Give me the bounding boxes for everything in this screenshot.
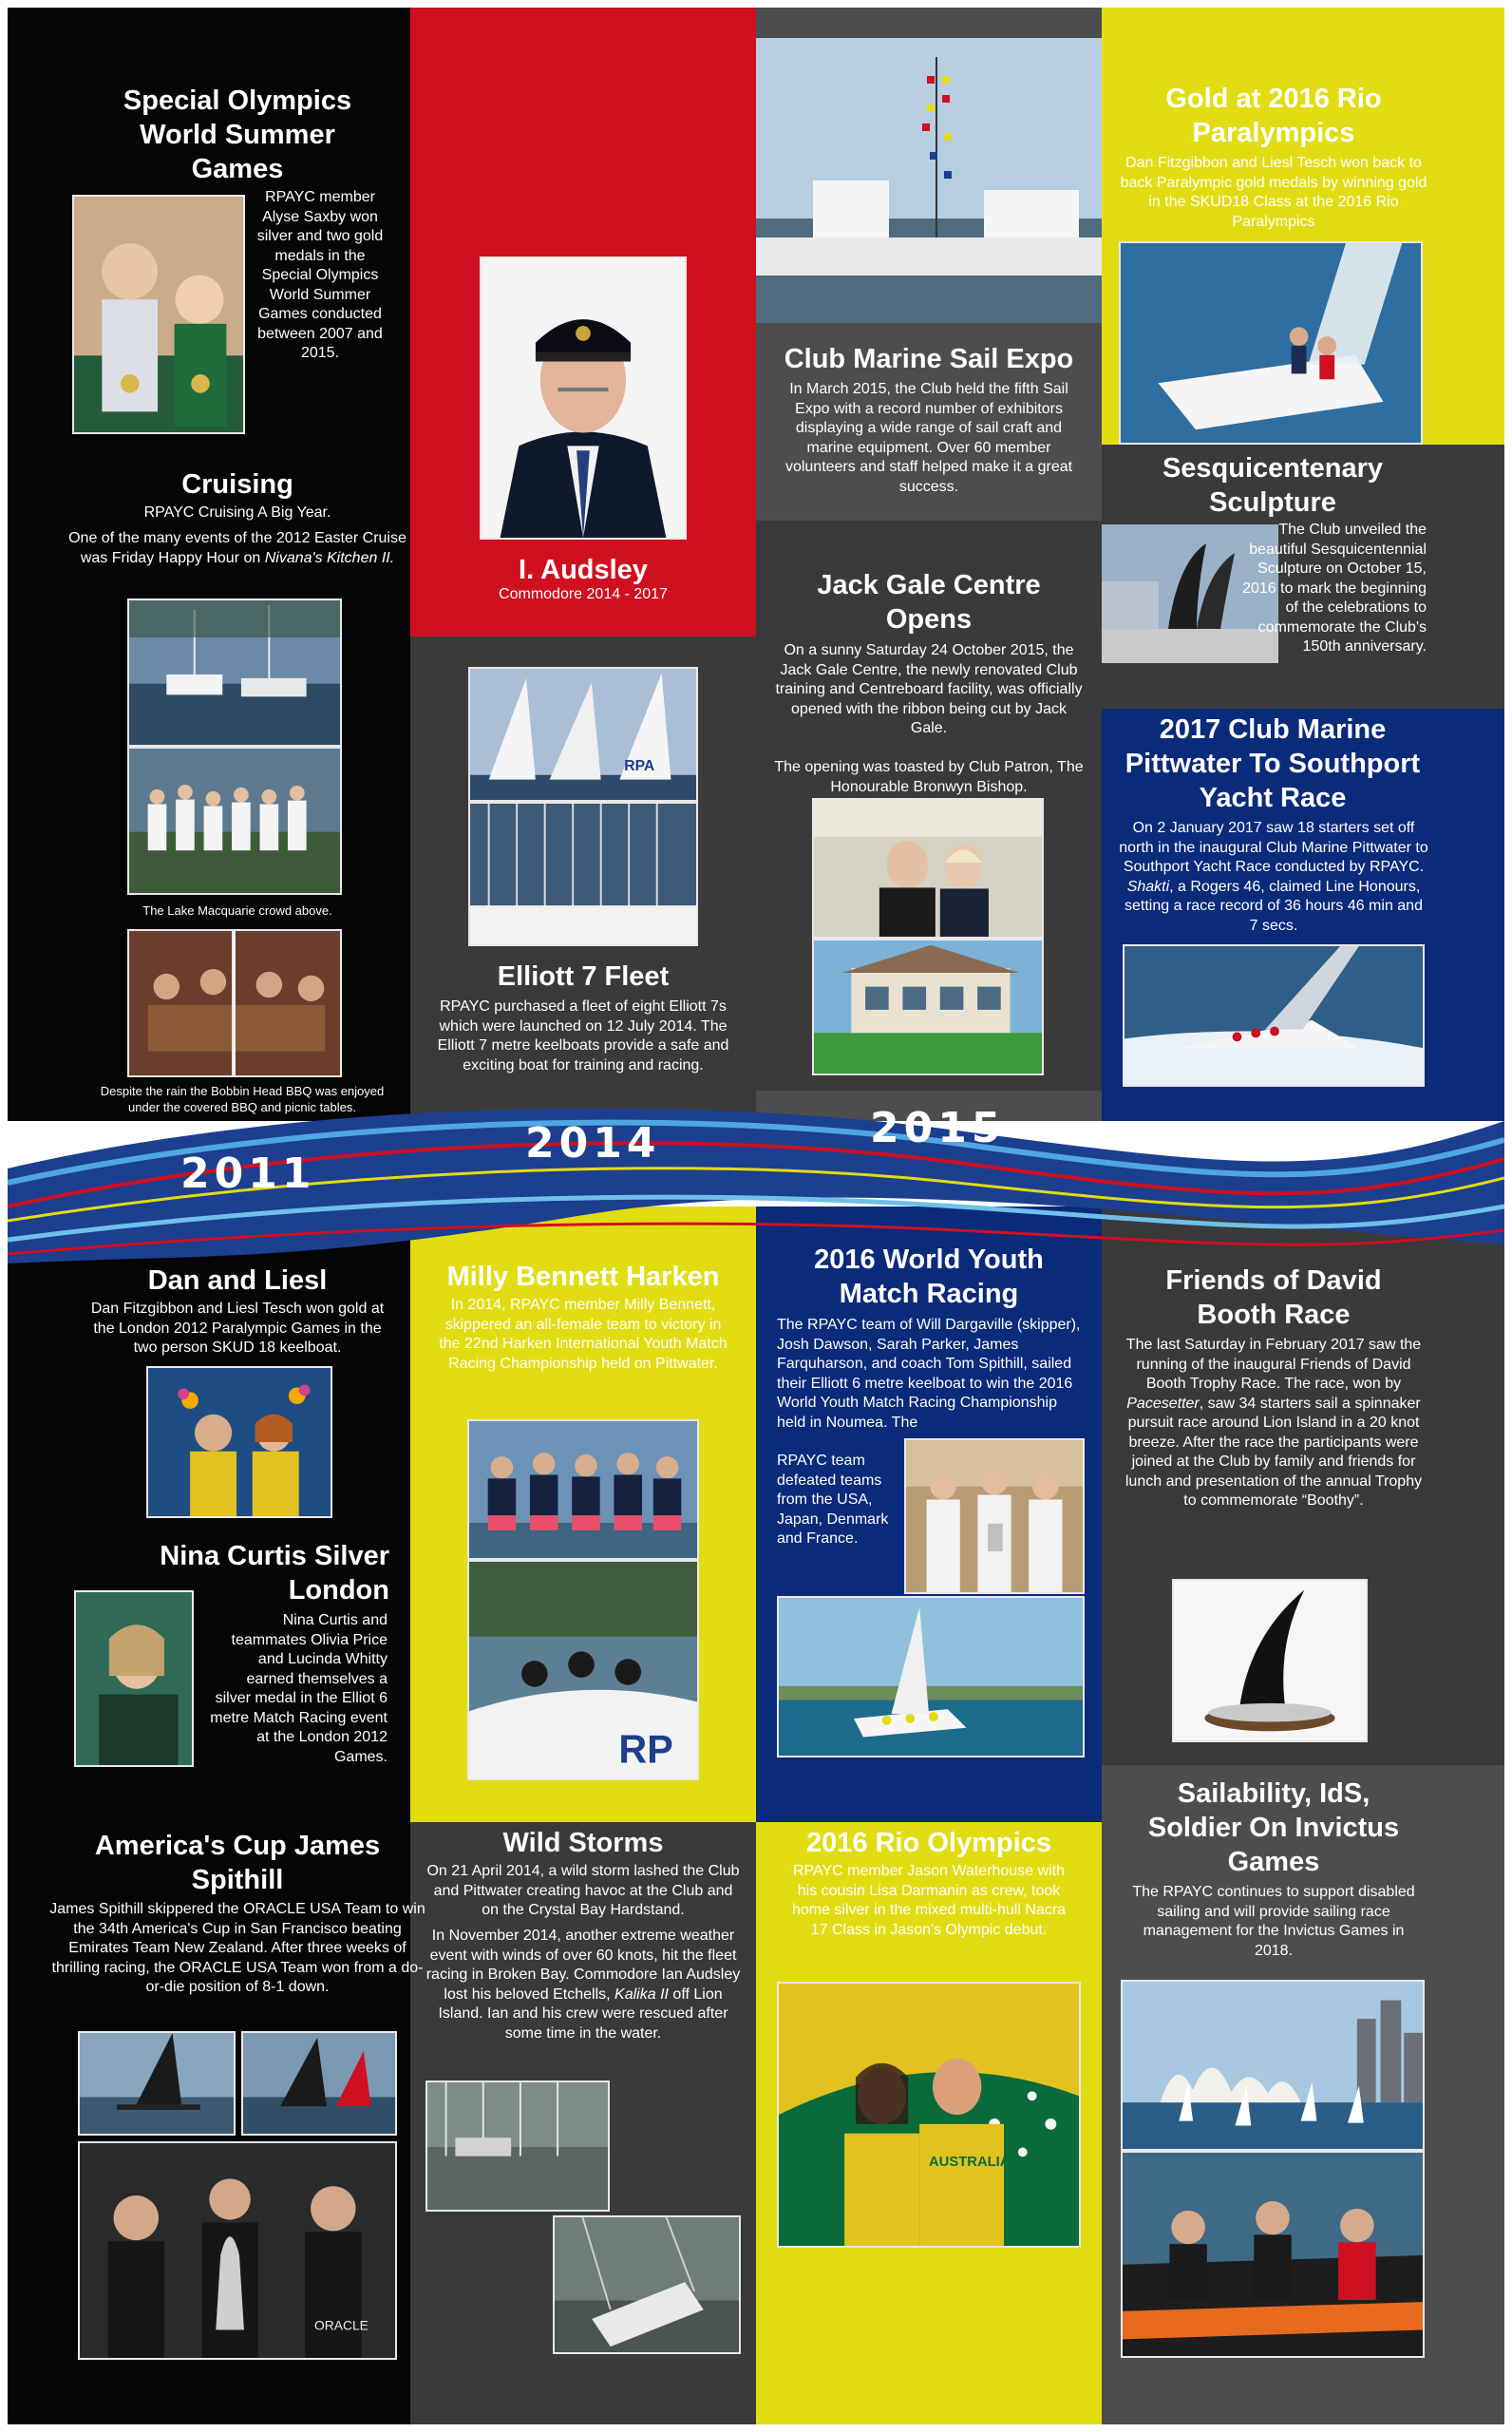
friends-david-trophy-photo <box>1172 1579 1368 1742</box>
special-olympics-text: RPAYC member Alyse Saxby won silver and two gold medals in the Special Olympics World Summer Games conducted between 2007 and 2015. <box>256 189 384 361</box>
special-olympics-photo <box>72 195 245 434</box>
cruising-text-1: RPAYC Cruising A Big Year. <box>143 504 331 521</box>
world-youth-text-1: The RPAYC team of Will Dargaville (skipper), Josh Dawson, Sarah Parker, James Farquharson, and coach Tom Spithill, sailed their Elliott 6 metre keelboat to win the 2016 World Youth Match Racing Championship held in Noumea. The <box>777 1317 1081 1431</box>
cruising-photo-bbq <box>127 929 342 1077</box>
southport-text-a: On 2 January 2017 saw 18 starters set off north in the inaugural Club Marine Pittwater to Southport Yacht Race conducted by RPAYC. <box>1119 820 1428 875</box>
milly-hull-text: RP <box>618 1727 673 1772</box>
dan-liesl-text: Dan Fitzgibbon and Liesl Tesch won gold at the London 2012 Paralympic Games in the two person SKUD 18 keelboat. <box>90 1301 385 1356</box>
americas-cup-text: James Spithill skippered the ORACLE USA Team to win the 34th America's Cup in San Francisco beating Emirates Team New Zealand. After three weeks of thrilling racing, the ORACLE USA Team won from a do-or-die position of 8-1 down. <box>49 1901 425 1995</box>
world-youth-photo-boat <box>777 1596 1085 1758</box>
southport-text <box>1119 819 1428 936</box>
jack-gale-text-2: The opening was toasted by Club Patron, The Honourable Bronwyn Bishop. <box>774 759 1084 795</box>
cruising-photo-marina <box>127 598 342 747</box>
rio-olympics-photo <box>777 1982 1081 2248</box>
cruising-caption-2: Despite the rain the Bobbin Head BBQ was enjoyed under the covered BBQ and picnic tables. <box>100 1084 385 1114</box>
year-2011: 2011 <box>180 1150 316 1198</box>
friends-david-boat-name: Pacesetter <box>1126 1395 1200 1412</box>
cruising-text-2-plain: One of the many events of the 2012 Easter Cruise was Friday Happy Hour on <box>68 530 406 566</box>
audsley-portrait <box>480 256 687 540</box>
year-2015: 2015 <box>870 1104 1006 1152</box>
year-2017: 2017 <box>1216 1119 1351 1168</box>
rio-olympics-title: 2016 Rio Olympics <box>806 1828 1051 1858</box>
wild-storms-text-1: On 21 April 2014, a wild storm lashed the Club and Pittwater creating havoc at the Club and on the Crystal Bay Hardstand. <box>426 1863 740 1918</box>
milly-photo-boat <box>467 1560 699 1780</box>
cruising-boat-name: Nivana's Kitchen II. <box>264 549 395 566</box>
world-youth-text-2: RPAYC team defeated teams from the USA, Japan, Denmark and France. <box>777 1453 889 1547</box>
audsley-role: Commodore 2014 - 2017 <box>499 586 668 602</box>
southport-text-c: , a Rogers 46, claimed Line Honours, setting a race record of 36 hours 46 min and 7 secs. <box>1125 878 1423 934</box>
americas-cup-title: America's Cup James Spithill <box>94 1831 381 1895</box>
dan-liesl-photo <box>146 1366 332 1518</box>
jack-gale-photo-ribbon <box>812 798 1044 939</box>
nina-photo <box>74 1590 194 1767</box>
nina-text: Nina Curtis and teammates Olivia Price and Lucinda Whitty earned themselves a silver medal in the Elliot 6 metre Match Racing event at the London 2012 Games. <box>210 1612 387 1765</box>
audsley-name: I. Audsley <box>519 555 648 585</box>
world-youth-title: 2016 World Youth Match Racing <box>814 1244 1044 1309</box>
special-olympics-title: Special Olympics World Summer Games <box>123 86 352 184</box>
elliott-photo-fleet <box>468 802 698 946</box>
jack-gale-photo-building <box>812 939 1044 1075</box>
sailability-photo-invictus <box>1121 2151 1425 2358</box>
jack-gale-title: Jack Gale Centre Opens <box>817 570 1041 635</box>
southport-title: 2017 Club Marine Pittwater To Southport Yacht Race <box>1125 714 1421 813</box>
sailability-text: The RPAYC continues to support disabled sailing and will provide sailing race management for the Invictus Games in 2018. <box>1132 1884 1415 1959</box>
sailability-title: Sailability, IdS, Soldier On Invictus Games <box>1147 1778 1400 1877</box>
jack-gale-text-1: On a sunny Saturday 24 October 2015, the Jack Gale Centre, the newly renovated Club training and Centreboard facility, was officially opened with the ribbon being cut by Jack Gale. <box>775 642 1083 736</box>
wild-storms-title: Wild Storms <box>502 1828 664 1858</box>
cruising-photo-crowd <box>127 747 342 895</box>
elliott-title: Elliott 7 Fleet <box>497 961 670 992</box>
sailability-photo-opera-house <box>1121 1980 1425 2151</box>
milly-text: In 2014, RPAYC member Milly Bennett, skippered an all-female team to victory in the 22nd Harken International Youth Match Racing Championship held on Pittwater. <box>439 1297 728 1372</box>
sail-expo-photo <box>756 38 1102 323</box>
friends-david-text-a: The last Saturday in February 2017 saw the running of the inaugural Friends of David Booth Trophy Race. The race, won by <box>1125 1337 1422 1392</box>
sculpture-title: Sesquicentenary Sculpture <box>1162 453 1384 518</box>
friends-david-title: Friends of David Booth Race <box>1165 1265 1382 1330</box>
elliott-text: RPAYC purchased a fleet of eight Elliott 7s which were launched on 12 July 2014. The Elliott 7 metre keelboats provide a safe and exciting boat for training and racing. <box>437 998 729 1074</box>
cruising-title: Cruising <box>181 469 293 500</box>
americas-cup-photo-team <box>78 2141 397 2360</box>
rio-olympics-text: RPAYC member Jason Waterhouse with his cousin Lisa Darmanin as crew, took home silver in the mixed multi-hull Nacra 17 Class in Jason's Olympic debut. <box>791 1863 1067 1938</box>
cruising-text-2 <box>57 529 418 568</box>
dan-liesl-title: Dan and Liesl <box>147 1265 328 1296</box>
wild-storms-text-2a: In November 2014, another extreme weather event with winds of over 60 knots, hit the fleet racing in Broken Bay. Commodore Ian Audsley lost his beloved Etchells, <box>425 1928 741 2003</box>
friends-david-text <box>1125 1336 1423 1511</box>
americas-cup-photo-race-2 <box>241 2031 397 2136</box>
americas-cup-photo-text: ORACLE <box>314 2318 369 2333</box>
rio-paralympics-text: Dan Fitzgibbon and Liesl Tesch won back to back Paralympic gold medals by winning gold in the SKUD18 Class at the 2016 Rio Paralympics <box>1120 155 1427 230</box>
wild-storms-photo-damage <box>553 2215 741 2354</box>
americas-cup-photo-race-1 <box>78 2031 236 2136</box>
wild-storms-photo-flood <box>425 2080 610 2212</box>
elliott-photo-sails <box>468 667 698 802</box>
cruising-caption-1: The Lake Macquarie crowd above. <box>142 903 332 918</box>
sail-expo-title: Club Marine Sail Expo <box>784 344 1074 374</box>
rio-paralympics-photo <box>1119 241 1423 445</box>
wild-storms-text-2 <box>425 1927 741 2043</box>
wild-storms-boat-name: Kalika II <box>614 1986 669 2003</box>
sail-expo-text: In March 2015, the Club held the fifth Sail Expo with a record number of exhibitors displaying a wide range of sail craft and marine equipment. Over 60 member volunteers and staff helped make it a great success. <box>784 381 1073 495</box>
nina-title: Nina Curtis Silver London <box>160 1541 389 1606</box>
milly-photo-team <box>467 1419 699 1560</box>
southport-boat-name: Shakti <box>1126 878 1170 895</box>
sculpture-text: The Club unveiled the beautiful Sesquicentennial Sculpture on October 15, 2016 to mark the beginning of the celebrations to commemorate the Club's 150th anniversary. <box>1242 522 1427 655</box>
friends-david-text-c: , saw 34 starters sail a spinnaker pursuit race around Lion Island in a 20 knot breeze. After the race the participants were joined at the Club by family and friends for lunch and presentation of the annual Trophy to commemorate “Boothy”. <box>1125 1395 1423 1509</box>
elliott-sail-text: RPA <box>624 757 655 774</box>
wild-storms-text-2c: off Lion Island. Ian and his crew were rescued after some time in the water. <box>438 1986 728 2042</box>
rio-paralympics-title: Gold at 2016 Rio Paralympics <box>1165 84 1382 148</box>
world-youth-photo-trophy <box>904 1438 1085 1594</box>
year-2014: 2014 <box>525 1119 661 1168</box>
rio-olympics-shirt-text: AUSTRALIA <box>929 2155 1011 2171</box>
milly-title: Milly Bennett Harken <box>446 1262 720 1292</box>
southport-photo <box>1123 944 1425 1087</box>
